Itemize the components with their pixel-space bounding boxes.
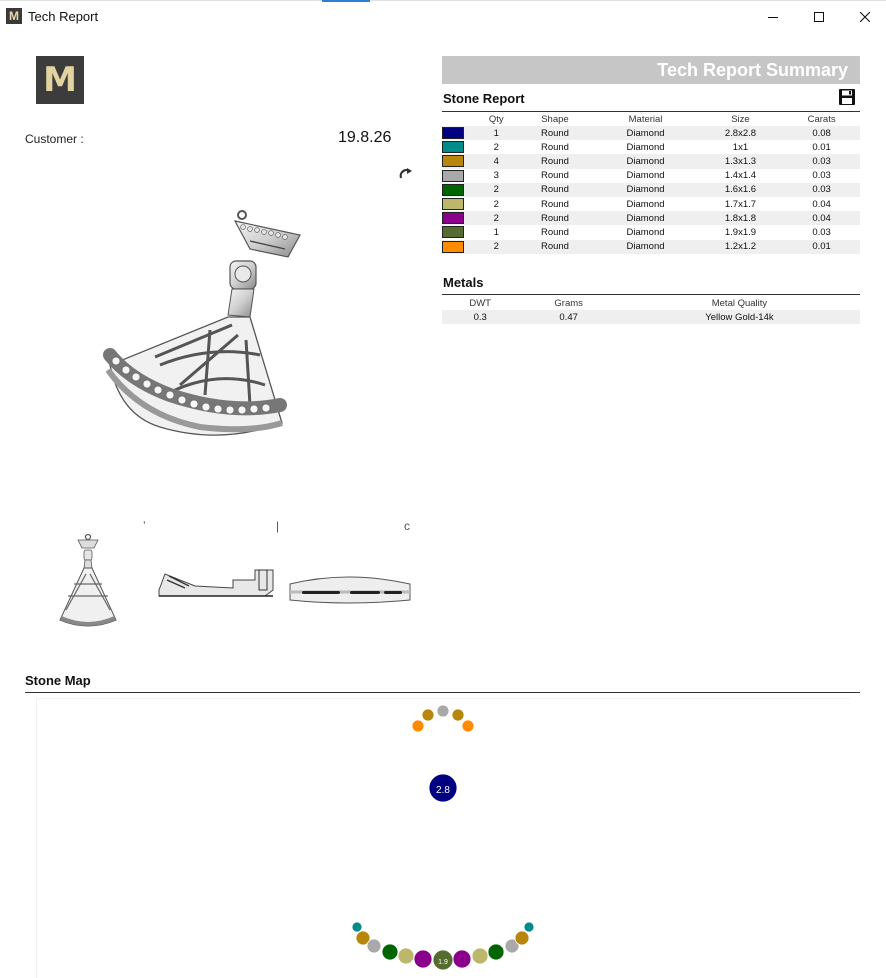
stone-color-swatch	[442, 170, 464, 182]
stone-map-stone[interactable]	[367, 939, 381, 953]
stone-color-cell	[442, 126, 476, 140]
column-header-shape: Shape	[541, 114, 569, 125]
stone-row[interactable]	[442, 140, 860, 154]
stone-shape: Round	[540, 141, 569, 153]
column-header-qty: Qty	[488, 114, 504, 125]
save-icon[interactable]	[838, 88, 856, 106]
stone-report-rule	[442, 111, 860, 112]
stone-map-stone[interactable]	[398, 948, 414, 964]
pendant-main-render[interactable]	[100, 205, 310, 445]
view-marker-bottom: c	[404, 519, 410, 533]
stone-color-cell	[442, 225, 476, 239]
stone-carats: 0.03	[783, 154, 860, 168]
stone-color-swatch	[442, 155, 464, 167]
stone-material: Diamond	[593, 183, 697, 197]
stone-map-stone[interactable]	[352, 922, 362, 932]
stone-size: 1.3x1.3	[698, 154, 784, 168]
stone-shape: Round	[540, 226, 569, 238]
rotate-icon[interactable]	[398, 166, 412, 182]
minimize-button[interactable]	[750, 1, 796, 33]
stone-material: Diamond	[593, 126, 697, 140]
close-icon	[860, 12, 870, 22]
metals-header-row	[442, 296, 860, 310]
stone-size: 1.6x1.6	[698, 183, 784, 197]
customer-value: 19.8.26	[338, 129, 392, 146]
stone-qty: 4	[476, 154, 517, 168]
stone-map-stone[interactable]	[414, 950, 432, 968]
stone-shape: Round	[517, 240, 594, 254]
stone-color-cell	[442, 183, 476, 197]
stone-map-stone[interactable]	[437, 705, 449, 717]
stone-carats: 0.04	[812, 198, 831, 210]
view-marker-front: ʼ	[143, 519, 146, 533]
stone-size: 1.9x1.9	[724, 226, 757, 238]
stone-qty: 2	[493, 198, 499, 210]
pendant-bottom-view[interactable]	[288, 540, 412, 610]
stone-map-stone[interactable]	[515, 931, 529, 945]
stone-qty: 1	[476, 126, 517, 140]
stone-size: 1.4x1.4	[724, 170, 757, 182]
metals-table	[442, 296, 860, 324]
metals-title: Metals	[443, 275, 484, 290]
stone-carats: 0.01	[783, 240, 860, 254]
stone-map-bottom-label: 1.9	[438, 959, 448, 966]
column-header-color	[442, 113, 476, 126]
summary-header	[442, 56, 860, 84]
stone-qty: 2	[476, 183, 517, 197]
stone-row[interactable]	[442, 183, 860, 197]
metals-dwt: 0.3	[442, 310, 518, 324]
stone-material: Diamond	[626, 198, 665, 210]
stone-material: Diamond	[593, 211, 697, 225]
stone-map-center-label: 2.8	[436, 785, 450, 796]
minimize-icon	[768, 12, 778, 22]
column-header-size: Size	[731, 114, 750, 125]
stone-shape: Round	[517, 211, 594, 225]
stone-report-title: Stone Report	[443, 91, 525, 106]
stone-material: Diamond	[593, 154, 697, 168]
stone-row[interactable]	[442, 240, 860, 254]
brand-logo	[36, 56, 84, 104]
stone-material: Diamond	[626, 170, 665, 182]
stone-material: Diamond	[593, 240, 697, 254]
stone-size: 1.7x1.7	[724, 198, 757, 210]
close-button[interactable]	[842, 1, 886, 33]
stone-color-swatch	[442, 141, 464, 153]
stone-size: 1.8x1.8	[698, 211, 784, 225]
view-marker-side: |	[276, 519, 280, 533]
stone-map-stone[interactable]	[462, 720, 474, 732]
summary-title: Tech Report Summary	[657, 60, 848, 80]
stone-carats: 0.01	[812, 141, 831, 153]
column-header-grams: Grams	[554, 297, 583, 309]
stone-color-cell	[442, 240, 476, 254]
stone-shape: Round	[517, 126, 594, 140]
app-logo-icon: M	[6, 8, 22, 24]
stone-map-stone[interactable]	[472, 948, 488, 964]
stone-qty: 2	[493, 141, 499, 153]
stone-shape: Round	[540, 170, 569, 182]
metals-rule	[442, 294, 860, 295]
title-bar-accent	[322, 0, 370, 2]
stone-report-table	[442, 113, 860, 254]
title-bar	[0, 0, 886, 32]
column-header-material: Material	[628, 114, 663, 125]
pendant-front-view[interactable]	[56, 532, 120, 632]
metals-row	[442, 310, 860, 324]
stone-map-stone[interactable]	[412, 720, 424, 732]
maximize-button[interactable]	[796, 1, 842, 33]
stone-color-cell	[442, 197, 476, 211]
stone-carats: 0.03	[783, 183, 860, 197]
stone-shape: Round	[517, 154, 594, 168]
stone-color-cell	[442, 211, 476, 225]
stone-report-header-row	[442, 113, 860, 126]
stone-color-swatch	[442, 241, 464, 253]
stone-map-stone[interactable]	[453, 950, 471, 968]
stone-row[interactable]	[442, 197, 860, 211]
column-header-metal-quality: Metal Quality	[711, 297, 768, 309]
stone-map-stone[interactable]	[488, 944, 504, 960]
stone-row[interactable]	[442, 154, 860, 168]
stone-color-cell	[442, 140, 476, 154]
metals-grams: 0.47	[518, 310, 619, 324]
stone-shape: Round	[540, 198, 569, 210]
customer-label: Customer :	[25, 132, 84, 146]
stone-color-swatch	[442, 212, 464, 224]
stone-map-stone[interactable]	[452, 709, 464, 721]
pendant-side-view[interactable]	[155, 540, 285, 610]
stone-material: Diamond	[626, 226, 665, 238]
stone-map-stone[interactable]	[382, 944, 398, 960]
stone-row[interactable]	[442, 126, 860, 140]
stone-row[interactable]	[442, 211, 860, 225]
metals-quality: Yellow Gold-14k	[619, 310, 860, 324]
stone-color-swatch	[442, 226, 464, 238]
stone-map-stone[interactable]	[524, 922, 534, 932]
stone-color-cell	[442, 154, 476, 168]
stone-color-swatch	[442, 184, 464, 196]
column-header-dwt: DWT	[469, 297, 491, 309]
stone-carats: 0.08	[783, 126, 860, 140]
column-header-carats: Carats	[807, 114, 836, 125]
window-title: Tech Report	[28, 9, 99, 24]
stone-row[interactable]	[442, 169, 860, 183]
brand-logo-mark: M	[43, 60, 77, 100]
stone-carats: 0.03	[812, 226, 831, 238]
stone-row[interactable]	[442, 225, 860, 239]
stone-size: 2.8x2.8	[698, 126, 784, 140]
stone-material: Diamond	[626, 141, 665, 153]
stone-carats: 0.03	[812, 170, 831, 182]
stone-qty: 2	[476, 211, 517, 225]
stone-map-stone[interactable]	[422, 709, 434, 721]
stone-qty: 2	[476, 240, 517, 254]
stone-qty: 3	[493, 170, 499, 182]
stone-color-cell	[442, 169, 476, 183]
stone-map-diagram	[0, 690, 886, 978]
stone-color-swatch	[442, 127, 464, 139]
stone-size: 1.2x1.2	[698, 240, 784, 254]
stone-shape: Round	[517, 183, 594, 197]
stone-qty: 1	[493, 226, 499, 238]
stone-carats: 0.04	[783, 211, 860, 225]
stone-map-title: Stone Map	[25, 673, 91, 688]
maximize-icon	[814, 12, 824, 22]
stone-size: 1x1	[732, 141, 749, 153]
stone-color-swatch	[442, 198, 464, 210]
